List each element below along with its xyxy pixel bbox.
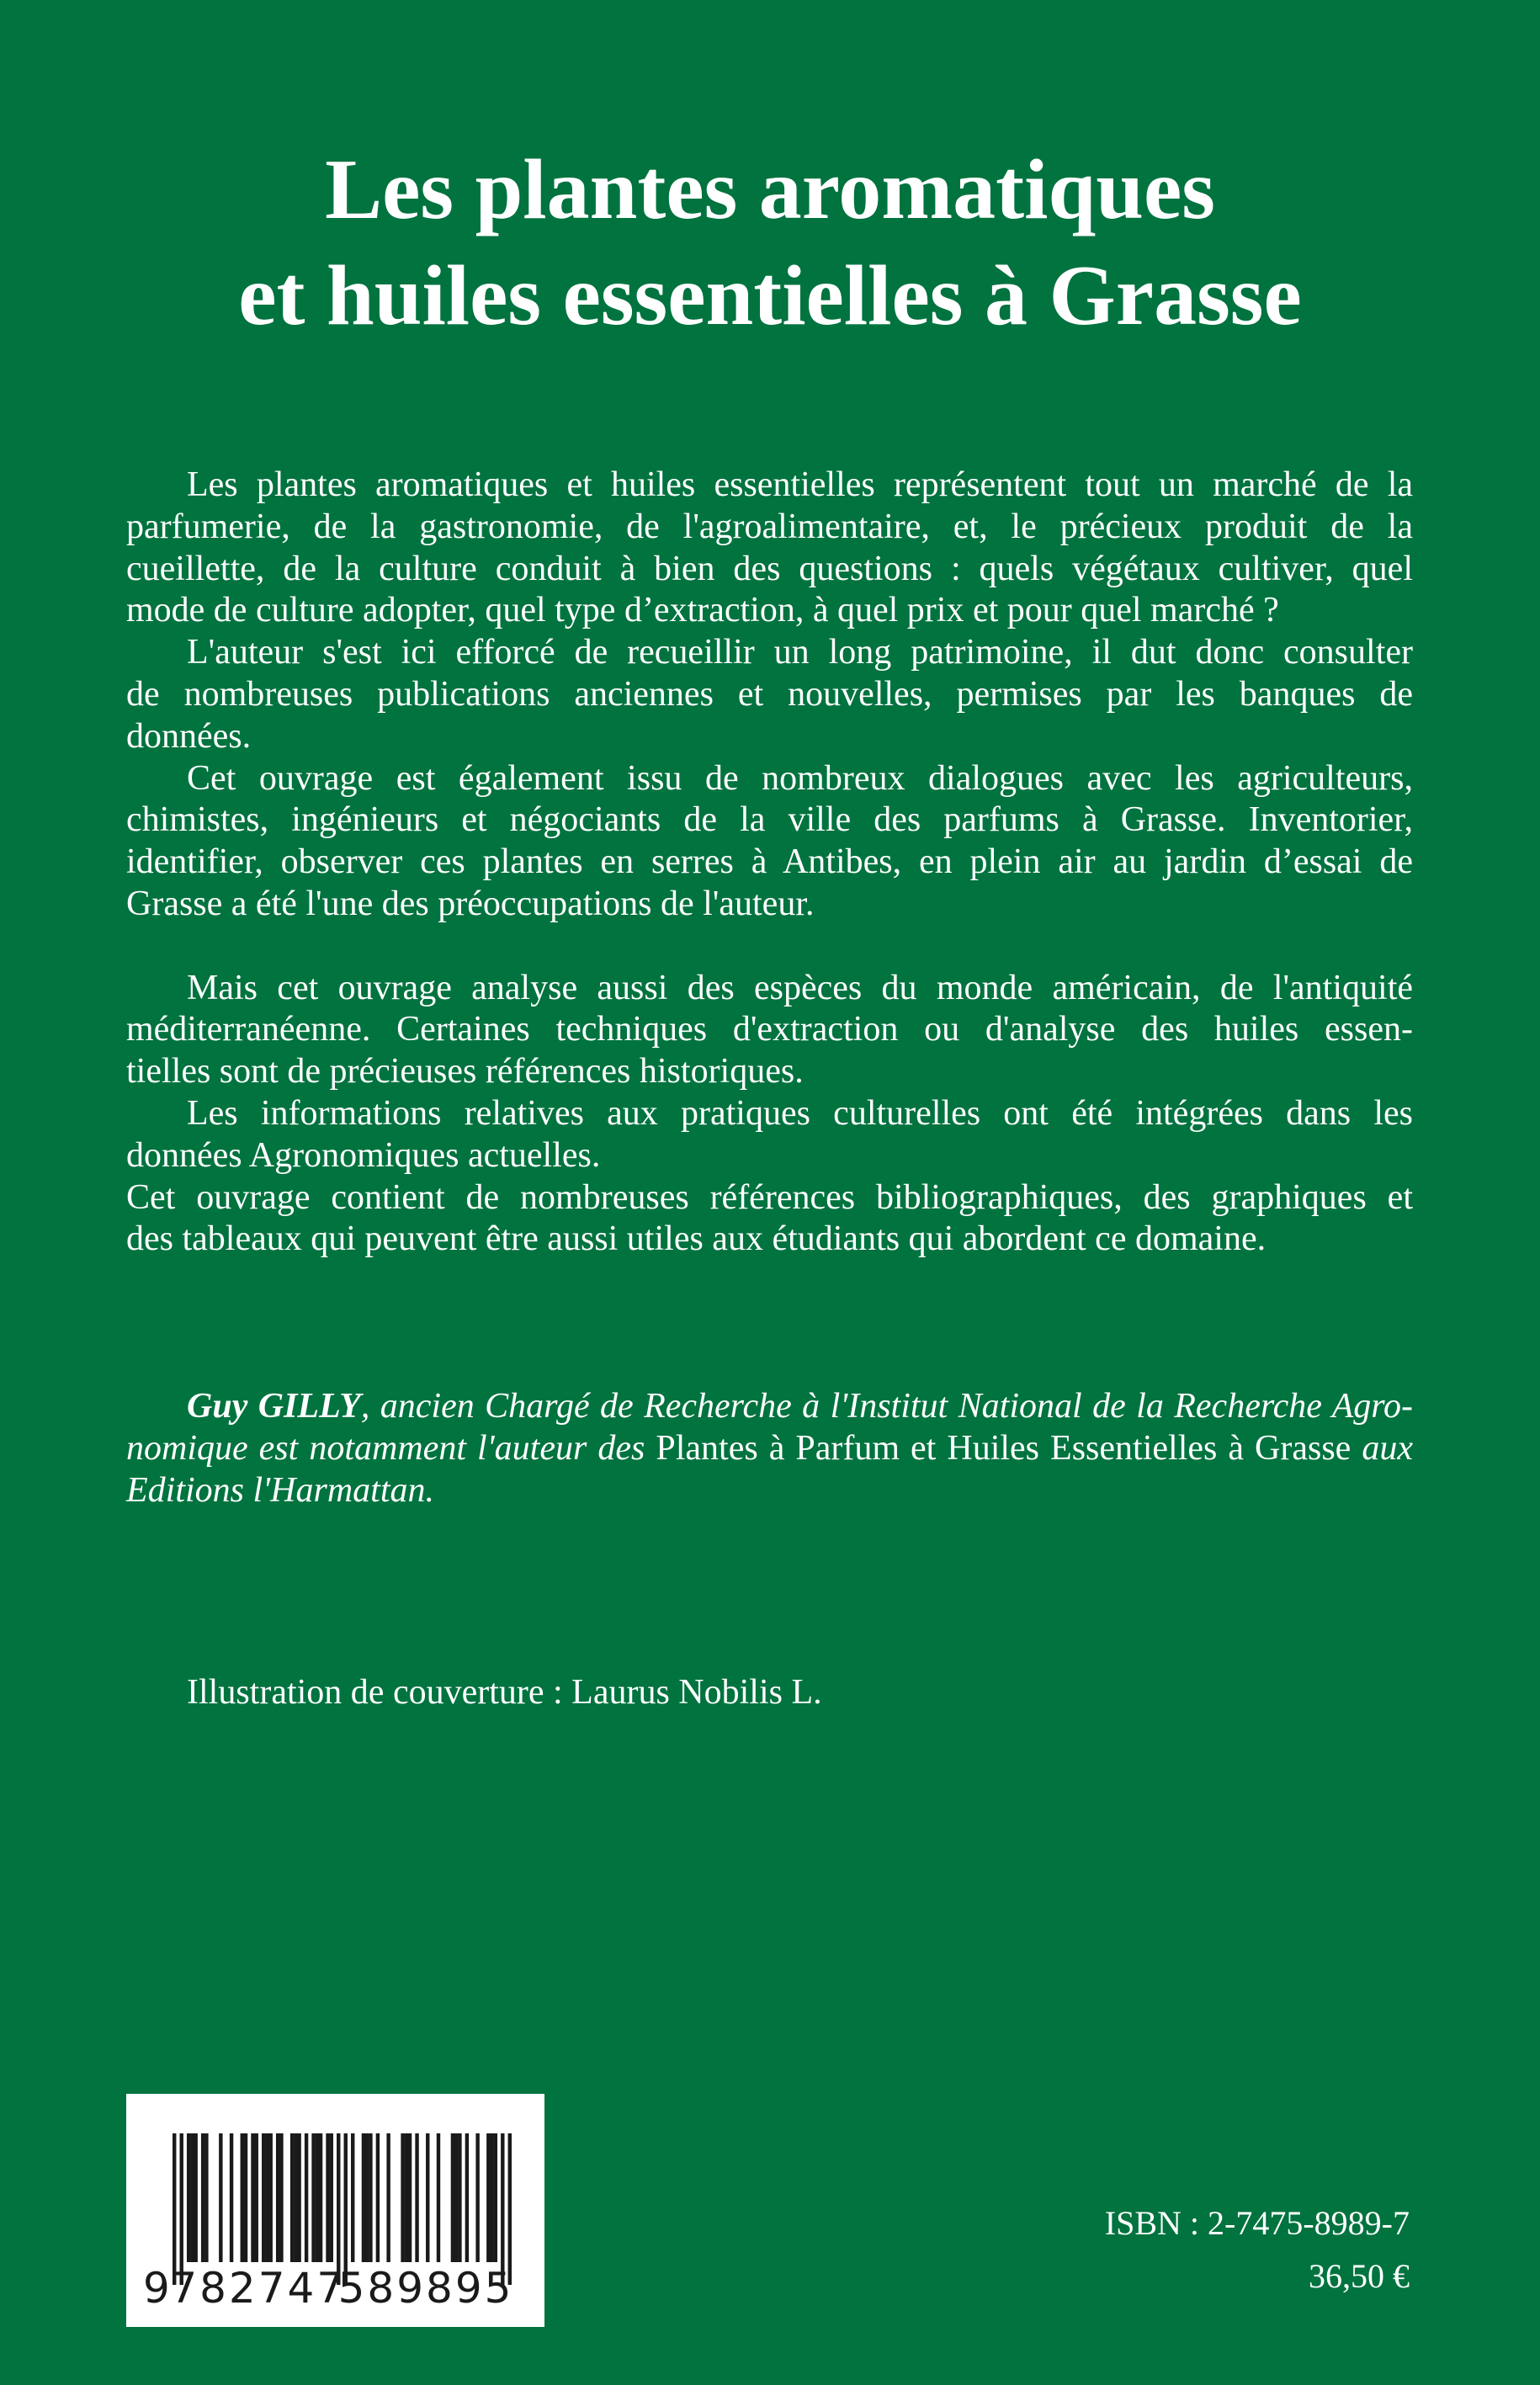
author-bio-line-2b: aux <box>1351 1428 1413 1468</box>
barcode-bar <box>268 2133 272 2262</box>
barcode-bar <box>187 2133 190 2262</box>
paragraph-line: Les informations relatives aux pratiques culturelles ont été intégrées dans les <box>187 1093 1413 1133</box>
barcode-bar <box>319 2133 322 2262</box>
blurb-text <box>126 465 1413 1261</box>
barcode-bar <box>244 2133 247 2262</box>
barcode-bars <box>126 2094 544 2327</box>
title-line-1: Les plantes aromatiques <box>325 142 1215 237</box>
barcode-bar <box>241 2133 244 2262</box>
barcode-bar <box>490 2133 493 2262</box>
barcode-bar <box>351 2133 354 2262</box>
barcode-bar <box>279 2133 283 2262</box>
barcode-bar <box>362 2133 365 2262</box>
author-bio-line-2a: nomique est notamment l'auteur des <box>126 1428 656 1468</box>
paragraph-line: parfumerie, de la gastronomie, de l'agroalimentaire, et, le précieux produit de la <box>126 507 1413 546</box>
barcode-bar <box>437 2133 440 2262</box>
barcode-bar <box>290 2133 294 2262</box>
isbn: ISBN : 2-7475-8989-7 <box>1104 2204 1410 2242</box>
barcode-bar <box>365 2133 369 2262</box>
paragraph-line: méditerranéenne. Certaines techniques d'extraction ou d'analyse des huiles essen- <box>126 1010 1413 1049</box>
paragraph-line: de nombreuses publications anciennes et nouvelles, permises par les banques de <box>126 674 1413 714</box>
paragraph-line: Grasse a été l'une des préoccupations de l'auteur. <box>126 884 815 923</box>
barcode-bar <box>415 2133 418 2262</box>
book-title <box>0 137 1540 349</box>
barcode-digits: 589895 <box>337 2264 514 2313</box>
author-bio <box>126 1386 1413 1511</box>
barcode-bar <box>265 2133 268 2262</box>
barcode-bar <box>262 2133 265 2262</box>
cover-illustration-credit: Illustration de couverture : Laurus Nobilis L. <box>187 1673 822 1712</box>
barcode-bar <box>475 2133 479 2262</box>
barcode-bar <box>219 2133 222 2262</box>
barcode-bar <box>294 2133 297 2262</box>
barcode-bar <box>255 2133 258 2262</box>
barcode-bar <box>194 2133 197 2262</box>
barcode-bar <box>330 2133 333 2262</box>
barcode-bar <box>401 2133 404 2262</box>
barcode-bar <box>465 2133 469 2262</box>
barcode-bar <box>501 2133 504 2285</box>
barcode-bar <box>276 2133 279 2262</box>
book-reference: Plantes à Parfum et Huiles Essentielles à Grasse <box>656 1428 1351 1468</box>
paragraph-line: cueillette, de la culture conduit à bien des questions : quels végétaux cultiver, quel <box>126 549 1413 588</box>
barcode-bar <box>426 2133 429 2262</box>
paragraph-line: L'auteur s'est ici efforcé de recueillir un long patrimoine, il dut donc consulter <box>187 633 1413 672</box>
barcode-bar <box>316 2133 319 2262</box>
barcode-bar <box>190 2133 194 2262</box>
barcode-bar <box>508 2133 512 2285</box>
barcode-bar <box>494 2133 497 2262</box>
barcode-bar <box>179 2133 183 2285</box>
title-line-2: et huiles essentielles à Grasse <box>238 248 1302 343</box>
barcode-bar <box>201 2133 204 2262</box>
paragraph-line: Mais cet ouvrage analyse aussi des espèces du monde américain, de l'antiquité <box>187 968 1413 1007</box>
barcode-bar <box>376 2133 380 2262</box>
publisher-name: Editions l'Harmattan. <box>126 1470 435 1510</box>
barcode-bar <box>486 2133 490 2262</box>
barcode-bar <box>251 2133 254 2262</box>
paragraph-line: des tableaux qui peuvent être aussi utiles aux étudiants qui abordent ce domaine. <box>126 1219 1267 1259</box>
author-bio-line-1: , ancien Chargé de Recherche à l'Institut National de la Recherche Agro- <box>360 1387 1413 1426</box>
barcode-digits: 9 <box>143 2264 170 2313</box>
barcode-bar <box>326 2133 329 2262</box>
barcode-bar <box>311 2133 315 2262</box>
barcode-digits: 782747 <box>170 2264 347 2313</box>
paragraph-line: Cet ouvrage est également issu de nombreux dialogues avec les agriculteurs, <box>187 758 1413 798</box>
paragraph-line: chimistes, ingénieurs et négociants de la ville des parfums à Grasse. Inventorier, <box>126 800 1413 840</box>
paragraph-line: identifier, observer ces plantes en serres à Antibes, en plein air au jardin d’essai de <box>126 842 1413 882</box>
barcode-bar <box>173 2133 176 2285</box>
barcode-bar <box>458 2133 461 2262</box>
barcode-bar <box>451 2133 454 2262</box>
paragraph-line: Cet ouvrage contient de nombreuses références bibliographiques, des graphiques et <box>126 1177 1413 1217</box>
barcode <box>126 2094 544 2327</box>
price: 36,50 € <box>1309 2257 1410 2295</box>
barcode-bar <box>337 2133 340 2285</box>
paragraph-line: Les plantes aromatiques et huiles essentielles représentent tout un marché de la <box>187 465 1413 504</box>
barcode-bar <box>204 2133 208 2262</box>
barcode-bar <box>454 2133 458 2262</box>
barcode-bar <box>344 2133 348 2285</box>
barcode-bar <box>369 2133 372 2262</box>
barcode-bar <box>297 2133 300 2262</box>
paragraph-line: tielles sont de précieuses références historiques. <box>126 1052 804 1092</box>
paragraph-line: données. <box>126 716 252 756</box>
author-name: Guy GILLY <box>187 1387 361 1426</box>
barcode-bar <box>386 2133 390 2262</box>
barcode-bar <box>230 2133 233 2262</box>
barcode-bar <box>408 2133 412 2262</box>
paragraph-line: mode de culture adopter, quel type d’extraction, à quel prix et pour quel marché ? <box>126 591 1279 630</box>
barcode-bar <box>405 2133 408 2262</box>
barcode-bar <box>305 2133 308 2262</box>
paragraph-line: données Agronomiques actuelles. <box>126 1135 601 1175</box>
